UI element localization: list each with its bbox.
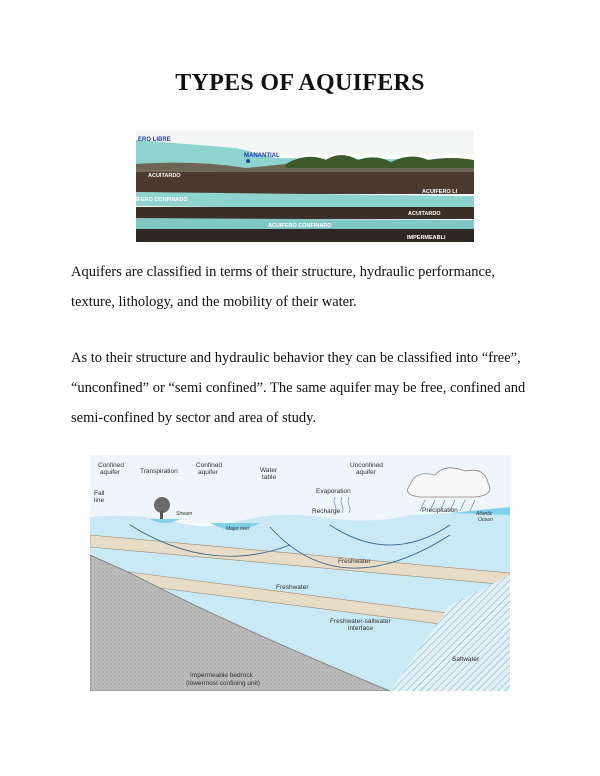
label-fall-line-2: line [94,497,105,504]
label-unconfined-aquifer-1: Unconfined [350,462,383,469]
label-confined-aquifer-left-2: aquifer [100,469,120,476]
label-water-table-2: table [262,474,277,481]
label-saltwater: Saltwater [452,656,480,663]
paragraph-classification: Aquifers are classified in terms of their structure, hydraulic performance, texture, lithology, and the mobility of their water. [71,264,495,310]
label-confinado-mid: ACUIFERO CONFINADO [268,223,332,229]
aquifer-types-illustration [136,130,474,242]
label-recharge: Recharge [312,508,341,515]
label-libre: ERO LIBRE [138,137,171,143]
label-freshwater-2: Freshwater [276,584,309,591]
label-confinado-left: ÍFERO CONFINADO [136,197,188,203]
label-transpiration: Transpiration [140,468,178,475]
label-bedrock-1: Impermeable bedrock [190,672,253,679]
label-atlantic-ocean-1: Atlantic [476,511,493,517]
label-stream: Stream [176,511,193,517]
label-impermeable: IMPERMEABLI [407,235,446,241]
label-major-river: Major river [226,526,250,532]
label-acuifero-libre: ACUIFERO LI [422,189,458,195]
label-water-table-1: Water [260,467,278,474]
label-confined-aquifer-left-1: Confined [98,462,125,469]
label-manantial: MANANTIAL [244,153,280,159]
label-interface-2: interface [348,625,373,632]
label-confined-aquifer-mid-1: Confined [196,462,223,469]
label-atlantic-ocean-2: Ocean [478,517,493,523]
label-unconfined-aquifer-2: aquifer [356,469,376,476]
label-evaporation: Evaporation [316,488,351,495]
page-title: TYPES OF AQUIFERS [175,70,425,96]
label-confined-aquifer-mid-2: aquifer [198,469,218,476]
label-precipitation: Precipitation [422,507,458,514]
label-acuitardo-right: ACUITARDO [408,211,441,217]
groundwater-system-diagram [90,455,510,691]
label-acuitardo-left: ACUITARDO [148,173,181,179]
label-bedrock-2: (lowermost confining unit) [186,680,261,687]
label-freshwater-1: Freshwater [338,558,371,565]
paragraph-structure: As to their structure and hydraulic behavior they can be classified into “free”, “unconfined” or “semi confined”. The same aquifer may be free, confined and semi-confined by sector and area of study. [71,350,526,426]
label-interface-1: Freshwater-saltwater [330,618,391,625]
label-fall-line-1: Fall [94,490,105,497]
